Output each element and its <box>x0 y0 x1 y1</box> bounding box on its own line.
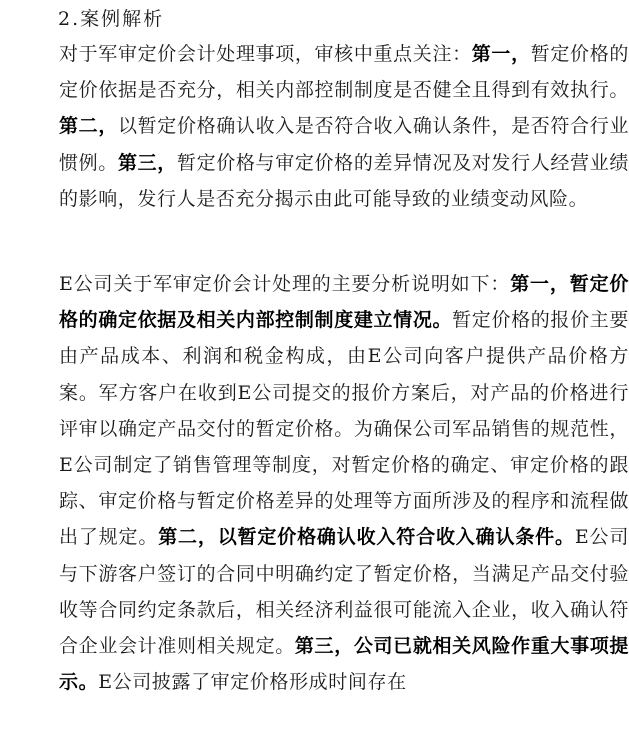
section-heading: 2.案例解析 <box>58 8 165 30</box>
bold-marker-first: 第一， <box>471 43 531 65</box>
paragraph-text: 以暂定价格确认收入是否符合收入确认条件，是否符合行业惯例。 <box>59 115 629 174</box>
bold-marker-second: 第二， <box>59 115 118 138</box>
paragraph-text: E公司关于军审定价会计处理的主要分析说明如下： <box>59 273 511 295</box>
paragraph-text: 暂定价格的定价依据是否充分，相关内部控制制度是否健全且得到有效执行。 <box>59 43 629 102</box>
paragraph-text: 对于军审定价会计处理事项，审核中重点关注： <box>59 43 472 65</box>
paragraph-text: E公司与下游客户签订的合同中明确约定了暂定价格，当满足产品交付验收等合同约定条款后，相关经济利益很可能流入企业，收入确认符合企业会计准则相关规定。 <box>59 526 629 658</box>
paragraph-review-focus <box>21 36 629 217</box>
paragraph-company-analysis <box>21 266 629 700</box>
bold-point-third: 第三，公司已就相关风险作重大事项提示。 <box>59 635 629 694</box>
bold-point-first: 第一，暂定价格的确定依据及相关内部控制制度建立情况。 <box>59 273 629 332</box>
paragraph-text: E公司披露了审定价格形成时间存在 <box>98 671 407 694</box>
paragraph-text: 暂定价格的报价主要由产品成本、利润和税金构成，由E公司向客户提供产品价格方案。军方客户在收到E公司提交的报价方案后，对产品的价格进行评审以确定产品交付的暂定价格。为确保公司军品销售的规范性，E公司制定了销售管理等制度，对暂定价格的确定、审定价格的跟踪、审定价格与暂定价格差异的处理等方面所涉及的程序和流程做出了规定。 <box>59 309 629 549</box>
paragraph-text: 暂定价格与审定价格的差异情况及对发行人经营业绩的影响，发行人是否充分揭示由此可能导致的业绩变动风险。 <box>59 151 629 210</box>
bold-point-second: 第二，以暂定价格确认收入符合收入确认条件。 <box>158 526 575 549</box>
bold-marker-third: 第三， <box>117 151 177 174</box>
